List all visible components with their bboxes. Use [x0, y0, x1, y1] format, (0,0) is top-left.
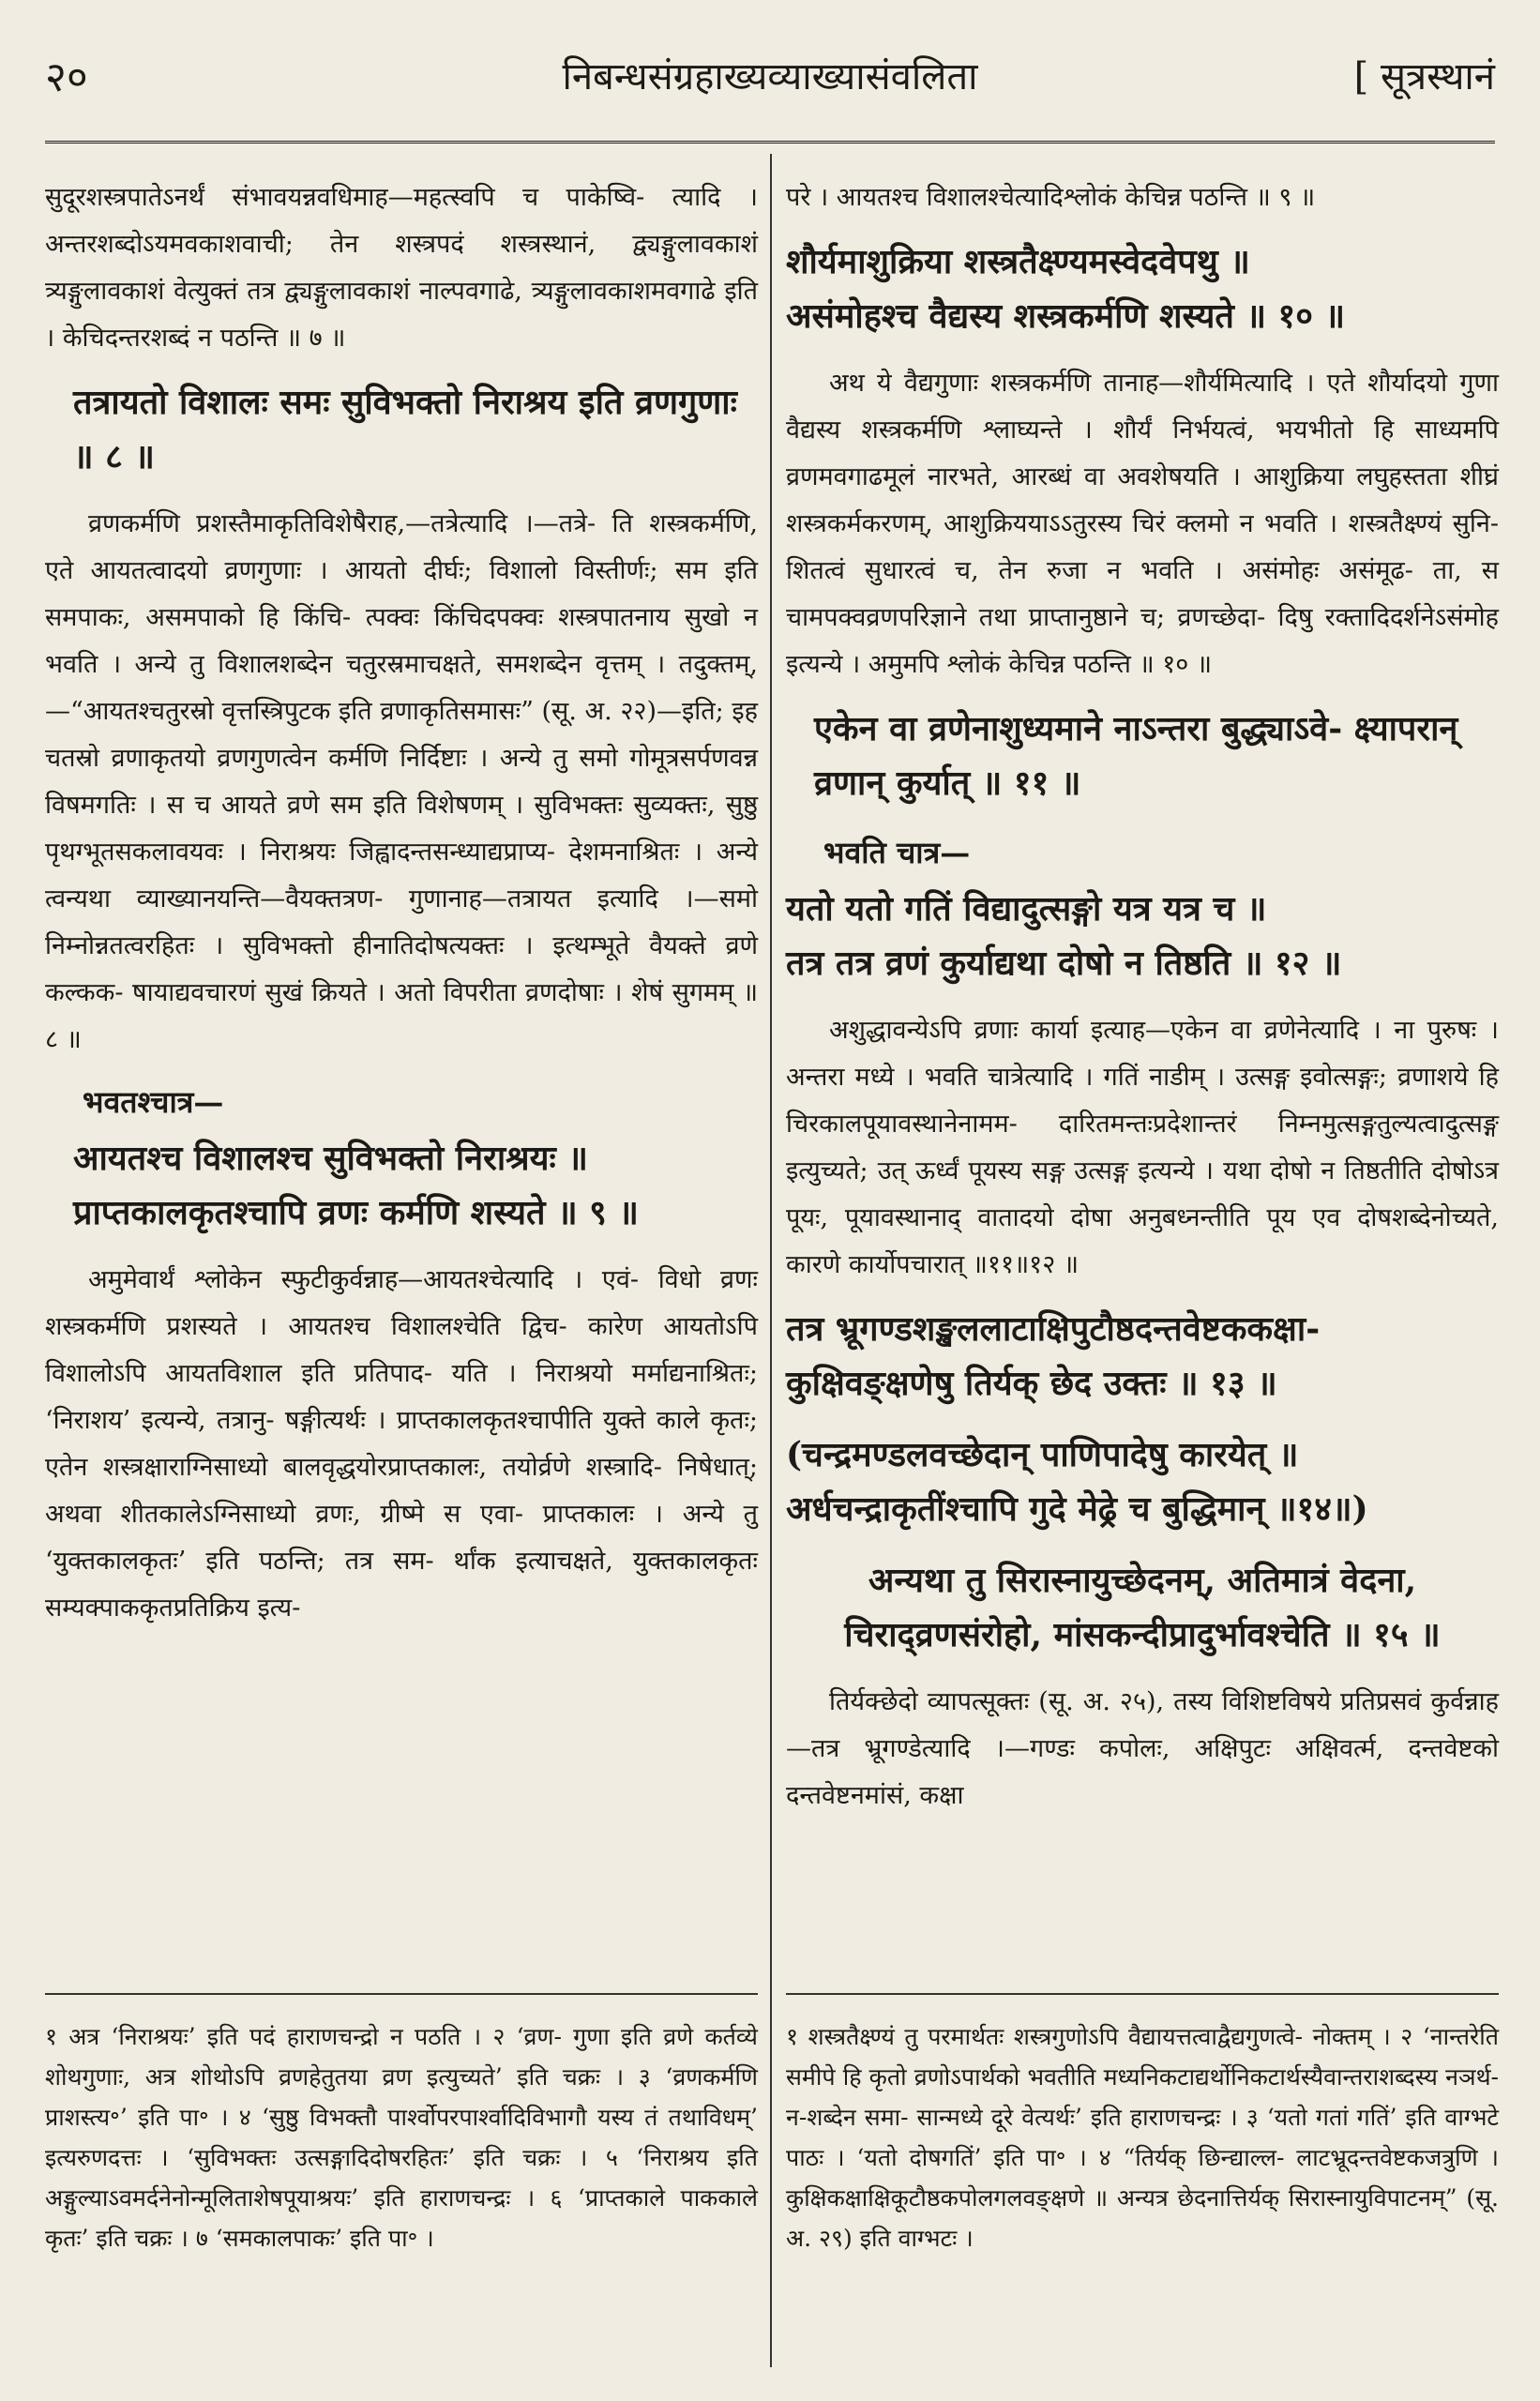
sutra-verse: तत्र भ्रूगण्डशङ्खललाटाक्षिपुटौष्ठदन्तवेष्टककक्षा- कुक्षिवङ्क्षणेषु तिर्यक् छेद उक्तः ॥ १३ ॥ [786, 1309, 1321, 1403]
sutra-verse: शौर्यमाशुक्रिया शस्त्रतैक्ष्ण्यमस्वेदवेपथु ॥ [786, 242, 1250, 281]
header-rule [45, 141, 1495, 143]
running-header [45, 39, 1495, 124]
sutra-verse: असंमोहश्च वैद्यस्य शस्त्रकर्मणि शस्यते ॥ १० ॥ [786, 296, 1346, 336]
sutra-verse: प्राप्तकालकृतश्चापि व्रणः कर्मणि शस्यते ॥ ९ ॥ [73, 1193, 639, 1232]
commentary-paragraph: अथ ये वैद्यगुणाः शस्त्रकर्मणि तानाह—शौर्यमित्यादि । एते शौर्यादयो गुणा वैद्यस्य शस्त्रकर्मणि श्लाघ्यन्ते । शौर्यं निर्भयत्वं, भयभीतो हि साध्यमपि व्रणमवगाढमूलं नारभते, आरब्धं वा अवशेषयति । आशुक्रिया लघुहस्तता शीघ्रं शस्त्रकर्मकरणम्, आशुक्रिययाऽऽतुरस्य चिरं क्लमो न भवति । शस्त्रतैक्ष्ण्यं सुनि- शितत्वं सुधारत्वं च, तेन रुजा न भवति । असंमोहः असंमूढ- ता, स चामपक्वव्रणपरिज्ञाने तथा प्राप्तानुष्ठाने च; व्रणच्छेदा- दिषु रक्तादिदर्शनेऽसंमोह इत्यन्ये । अमुमपि श्लोकं केचिन्न पठन्ति ॥ १० ॥ [786, 369, 1499, 679]
sutra-verse: अन्यथा तु सिरास्नायुच्छेदनम्, अतिमात्रं वेदना, चिराद्व्रणसंरोहो, मांसकन्दीप्रादुर्भावश्चेति ॥ १५ ॥ [844, 1561, 1441, 1654]
sutra-verse: तत्रायतो विशालः समः सुविभक्तो निराश्रय इति व्रणगुणाः ॥ ८ ॥ [73, 383, 737, 476]
footnote-rule [45, 1993, 758, 1995]
section-name: [ सूत्रस्थानं [1353, 55, 1495, 98]
commentary-paragraph: सुदूरशस्त्रपातेऽनर्थं संभावयन्नवधिमाह—महत्स्वपि च पाकेष्वि- त्यादि । अन्तरशब्दोऽयमवकाशवाची; तेन शस्त्रपदं शस्त्रस्थानं, द्व्यङ्गुलावकाशं त्र्यङ्गुलावकाशं वेत्युक्तं तत्र द्व्यङ्गुलावकाशं नाल्पवगाढे, त्र्यङ्गुलावकाशमवगाढे इति । केचिदन्तरशब्दं न पठन्ति ॥ ७ ॥ [45, 183, 758, 353]
footnotes-right: १ शस्त्रतैक्ष्ण्यं तु परमार्थतः शस्त्रगुणोऽपि वैद्यायत्तत्वाद्वैद्यगुणत्वे- नोक्तम् । २ ‘नान्तरेति समीपे हि कृतो व्रणोऽपार्थको भवतीति मध्यनिकटाद्यर्थोनिकटार्थस्यैवान्तराशब्दस्य नञर्थ-न-शब्देन समा- सान्मध्ये दूरे वेत्यर्थः’ इति हाराणचन्द्रः । ३ ‘यतो गतां गतिं’ इति वाग्भटे पाठः । ‘यतो दोषगतिं’ इति पा॰ । ४ “तिर्यक् छिन्द्याल्ल- लाटभ्रूदन्तवेष्टकजत्रुणि । कुक्षिकक्षाक्षिकूटौष्ठकपोलगलवङ्क्षणे ॥ अन्यत्र छेदनात्तिर्यक् सिरास्नायुविपाटनम्” (सू. अ. २९) इति वाग्भटः । [786, 2023, 1499, 2252]
sutra-verse: तत्र तत्र व्रणं कुर्याद्यथा दोषो न तिष्ठति ॥ १२ ॥ [786, 944, 1342, 983]
column-divider [770, 154, 772, 2367]
sutra-verse: एकेन वा व्रणेनाशुध्यमाने नाऽन्तरा बुद्ध्याऽवे- क्ष्यापरान् व्रणान् कुर्यात् ॥ ११ ॥ [814, 709, 1458, 803]
footnotes-left: १ अत्र ‘निराश्रयः’ इति पदं हाराणचन्द्रो न पठति । २ ‘व्रण- गुणा इति व्रणे कर्तव्ये शोथगुणाः, अत्र शोथोऽपि व्रणहेतुतया व्रण इत्युच्यते’ इति चक्रः । ३ ‘व्रणकर्मणि प्राशस्त्य॰’ इति पा॰ । ४ ‘सुष्ठु विभक्तौ पार्श्वोपरपार्श्वादिविभागौ यस्य तं तथाविधम्’ इत्यरुणदत्तः । ‘सुविभक्तः उत्सङ्गादिदोषरहितः’ इति चक्रः । ५ ‘निराश्रय इति अङ्गुल्याऽवमर्दनेनोन्मूलिताशेषपूयाश्रयः’ इति हाराणचन्द्रः । ६ ‘प्राप्तकाले पाककाले कृतः’ इति चक्रः । ७ ‘समकालपाकः’ इति पा॰ । [45, 2023, 758, 2252]
footnote-rule [786, 1993, 1499, 1995]
verse-intro: भवतश्चात्र— [83, 1084, 224, 1120]
commentary-paragraph: अमुमेवार्थं श्लोकेन स्फुटीकुर्वन्नाह—आयतश्चेत्यादि । एवं- विधो व्रणः शस्त्रकर्मणि प्रशस्यते । आयतश्च विशालश्चेति द्विच- कारेण आयतोऽपि विशालोऽपि आयतविशाल इति प्रतिपाद- यति । निराश्रयो मर्माद्यनाश्रितः; ‘निराशय’ इत्यन्ये, तत्रानु- षङ्गीत्यर्थः । प्राप्तकालकृतश्चापीति युक्ते काले कृतः; एतेन शस्त्रक्षाराग्निसाध्यो बालवृद्धयोरप्राप्तकालः, तयोर्व्रणे शस्त्रादि- निषेधात्; अथवा शीतकालेऽग्निसाध्यो व्रणः, ग्रीष्मे स एवा- प्राप्तकालः । अन्ये तु ‘युक्तकालकृतः’ इति पठन्ति; तत्र सम- र्थांक इत्याचक्षते, युक्तकालकृतः सम्यक्पाककृतप्रतिक्रिय इत्य- [45, 1265, 758, 1623]
commentary-paragraph: तिर्यक्छेदो व्यापत्सूक्तः (सू. अ. २५), तस्य विशिष्टविषये प्रतिप्रसवं कुर्वन्नाह—तत्र भ्रूगण्डेत्यादि ।—गण्डः कपोलः, अक्षिपुटः अक्षिवर्त्म, दन्तवेष्टको दन्तवेष्टनमांसं, कक्षा [786, 1687, 1499, 1810]
running-title: निबन्धसंग्रहाख्यव्याख्यासंवलिता [562, 55, 978, 98]
commentary-paragraph: अशुद्धावन्येऽपि व्रणाः कार्या इत्याह—एकेन वा व्रणेनेत्यादि । ना पुरुषः । अन्तरा मध्ये । भवति चात्रेत्यादि । गतिं नाडीम् । उत्सङ्ग इवोत्सङ्गः; व्रणाशये हि चिरकालपूयावस्थानेनामम- दारितमन्तःप्रदेशान्तरं निम्नमुत्सङ्गतुल्यत्वादुत्सङ्ग इत्युच्यते; उत् ऊर्ध्वं पूयस्य सङ्ग उत्सङ्ग इत्यन्ये । यथा दोषो न तिष्ठतीति दोषोऽत्र पूयः, पूयावस्थानाद् वातादयो दोषा अनुबध्नन्तीति पूय एव दोषशब्देनोच्यते, कारणे कार्योपचारात् ॥११॥१२ ॥ [786, 1016, 1499, 1279]
sutra-verse: आयतश्च विशालश्च सुविभक्तो निराश्रयः ॥ [73, 1139, 588, 1178]
left-column [45, 174, 758, 1645]
sutra-verse: (चन्द्रमण्डलवच्छेदान् पाणिपादेषु कारयेत् ॥ [786, 1435, 1299, 1474]
sutra-verse: अर्धचन्द्राकृतींश्चापि गुदे मेढ्रे च बुद्धिमान् ॥१४॥) [786, 1489, 1368, 1529]
right-column [786, 174, 1499, 1833]
commentary-paragraph: परे । आयतश्च विशालश्चेत्यादिश्लोकं केचिन्न पठन्ति ॥ ९ ॥ [786, 183, 1316, 212]
commentary-paragraph: व्रणकर्मणि प्रशस्तैमाकृतिविशेषैराह,—तत्रेत्यादि ।—तत्रे- ति शस्त्रकर्मणि, एते आयतत्वादयो व्रणगुणाः । आयतो दीर्घः; विशालो विस्तीर्णः; सम इति समपाकः, असमपाको हि किंचि- त्पक्वः किंचिदपक्वः शस्त्रपातनाय सुखो न भवति । अन्ये तु विशालशब्देन चतुरस्रमाचक्षते, समशब्देन वृत्तम् । तदुक्तम्, —“आयतश्चतुरस्रो वृत्तस्त्रिपुटक इति व्रणाकृतिसमासः” (सू. अ. २२)—इति; इह चतस्रो व्रणाकृतयो व्रणगुणत्वेन कर्मणि निर्दिष्टाः । अन्ये तु समो गोमूत्रसर्पणवन्न विषमगतिः । स च आयते व्रणे सम इति विशेषणम् । सुविभक्तः सुव्यक्तः, सुष्ठु पृथग्भूतसकलावयवः । निराश्रयः जिह्वादन्तसन्ध्याद्यप्राप्य- देशमनाश्रितः । अन्ये त्वन्यथा व्याख्यानयन्ति—वैयक्तत्रण- गुणानाह—तत्रायत इत्यादि ।—समो निम्नोन्नतत्वरहितः । सुविभक्तो हीनातिदोषत्यक्तः । इत्थम्भूते वैयक्ते व्रणे कल्कक- षायाद्यवचारणं सुखं क्रियते । अतो विपरीता व्रणदोषाः । शेषं सुगमम् ॥ ८ ॥ [45, 509, 758, 1054]
sutra-verse: यतो यतो गतिं विद्यादुत्सङ्गो यत्र यत्र च ॥ [786, 889, 1267, 929]
verse-intro: भवति चात्र— [823, 835, 971, 870]
page-number: २० [45, 53, 88, 101]
